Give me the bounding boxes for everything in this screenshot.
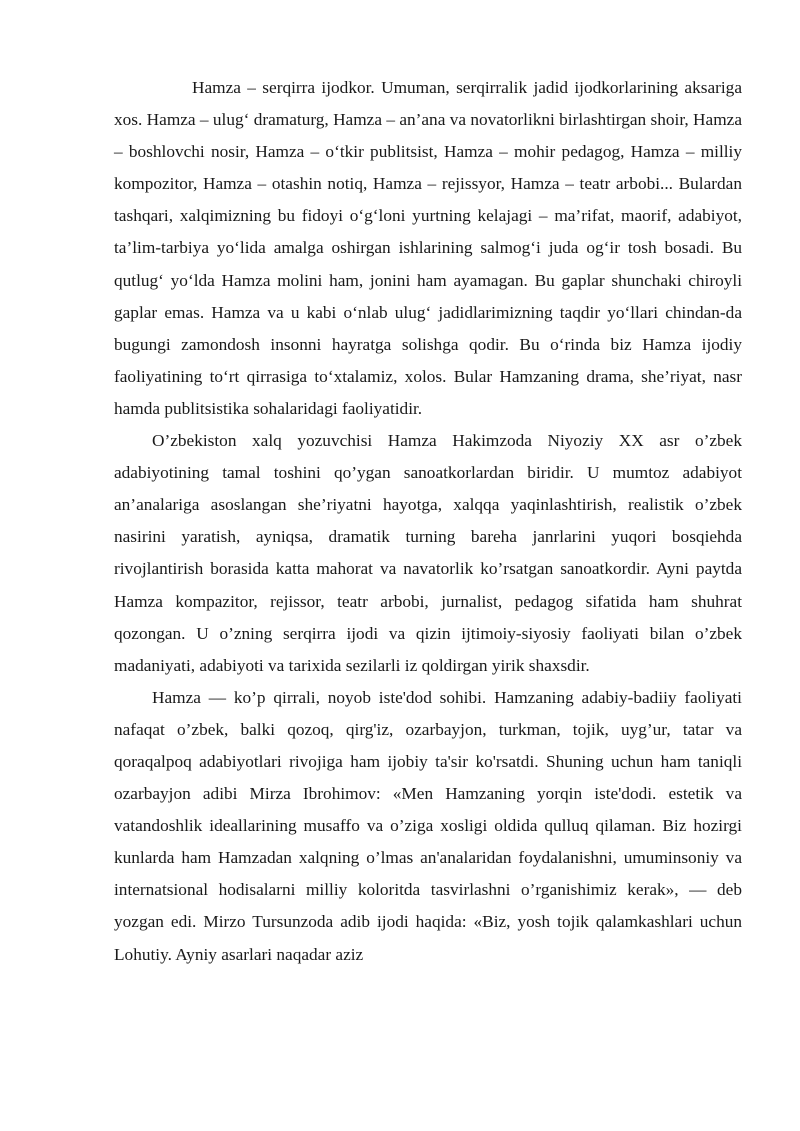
paragraph-1: Hamza – serqirra ijodkor. Umuman, serqirralik jadid ijodkorlarining aksariga xos. Hamza – ulug‘ dramaturg, Hamza – an’ana va novatorlikni birlashtirgan shoir, Hamza – boshlovchi nosir, Hamza – o‘tkir publitsist, Hamza – mohir pedagog, Hamza – milliy kompozitor, Hamza – otashin notiq, Hamza – rejissyor, Hamza – teatr arbobi... Bulardan tashqari, xalqimizning bu fidoyi o‘g‘loni yurtning kelajagi – ma’rifat, maorif, adabiyot, ta’lim-tarbiya yo‘lida amalga oshirgan ishlarining salmog‘i juda og‘ir tosh bosadi. Bu qutlug‘ yo‘lda Hamza molini ham, jonini ham ayamagan. Bu gaplar shunchaki chiroyli gaplar emas. Hamza va u kabi o‘nlab ulug‘ jadidlarimizning taqdir yo‘llari chindan-da bugungi zamondosh insonni hayratga solishga qodir. Bu o‘rinda biz Hamza ijodiy faoliyatining to‘rt qirrasiga to‘xtalamiz, xolos. Bular Hamzaning drama, she’riyat, nasr hamda publitsistika sohalaridagi faoliyatidir. <box>114 78 742 418</box>
paragraph-3: Hamza — ko’p qirrali, noyob iste'dod sohibi. Hamzaning adabiy-badiiy faoliyati nafaqat o’zbek, balki qozoq, qirg'iz, ozarbayjon, turkman, tojik, uyg’ur, tatar va qoraqalpoq adabiyotlari rivojiga ham ijobiy ta'sir ko'rsatdi. Shuning uchun ham taniqli ozarbayjon adibi Mirza Ibrohimov: «Men Hamzaning yorqin iste'dodi. estetik va vatandoshlik ideallarining musaffo va o’ziga xosligi oldida qulluq qilaman. Biz hozirgi kunlarda ham Hamzadan xalqning o’lmas an'analaridan foydalanishni, umuminsoniy va internatsional hodisalarni milliy koloritda tasvirlashni o’rganishimiz kerak», — deb yozgan edi. Mirzo Tursunzoda adib ijodi haqida: «Biz, yosh tojik qalamkashlari uchun Lohutiy. Ayniy asarlari naqadar aziz <box>114 687 742 964</box>
paragraph-2: O’zbekiston xalq yozuvchisi Hamza Hakimzoda Niyoziy XX asr o’zbek adabiyotining tamal toshini qo’ygan sanoatkorlardan biridir. U mumtoz adabiyot an’analariga asoslangan she’riyatni hayotga, xalqqa yaqinlashtirish, realistik o’zbek nasirini yaratish, ayniqsa, dramatik turning bareha janrlarini yuqori bosqiehda rivojlantirish borasida katta mahorat va navatorlik ko’rsatgan sanoatkordir. Ayni paytda Hamza kompazitor, rejissor, teatr arbobi, jurnalist, pedagog sifatida ham shuhrat qozongan. U o’zning serqirra ijodi va qizin ijtimoiy-siyosiy faoliyati bilan o’zbek madaniyati, adabiyoti va tarixida sezilarli iz qoldirgan yirik shaxsdir. <box>114 431 742 675</box>
document-page <box>114 72 742 971</box>
